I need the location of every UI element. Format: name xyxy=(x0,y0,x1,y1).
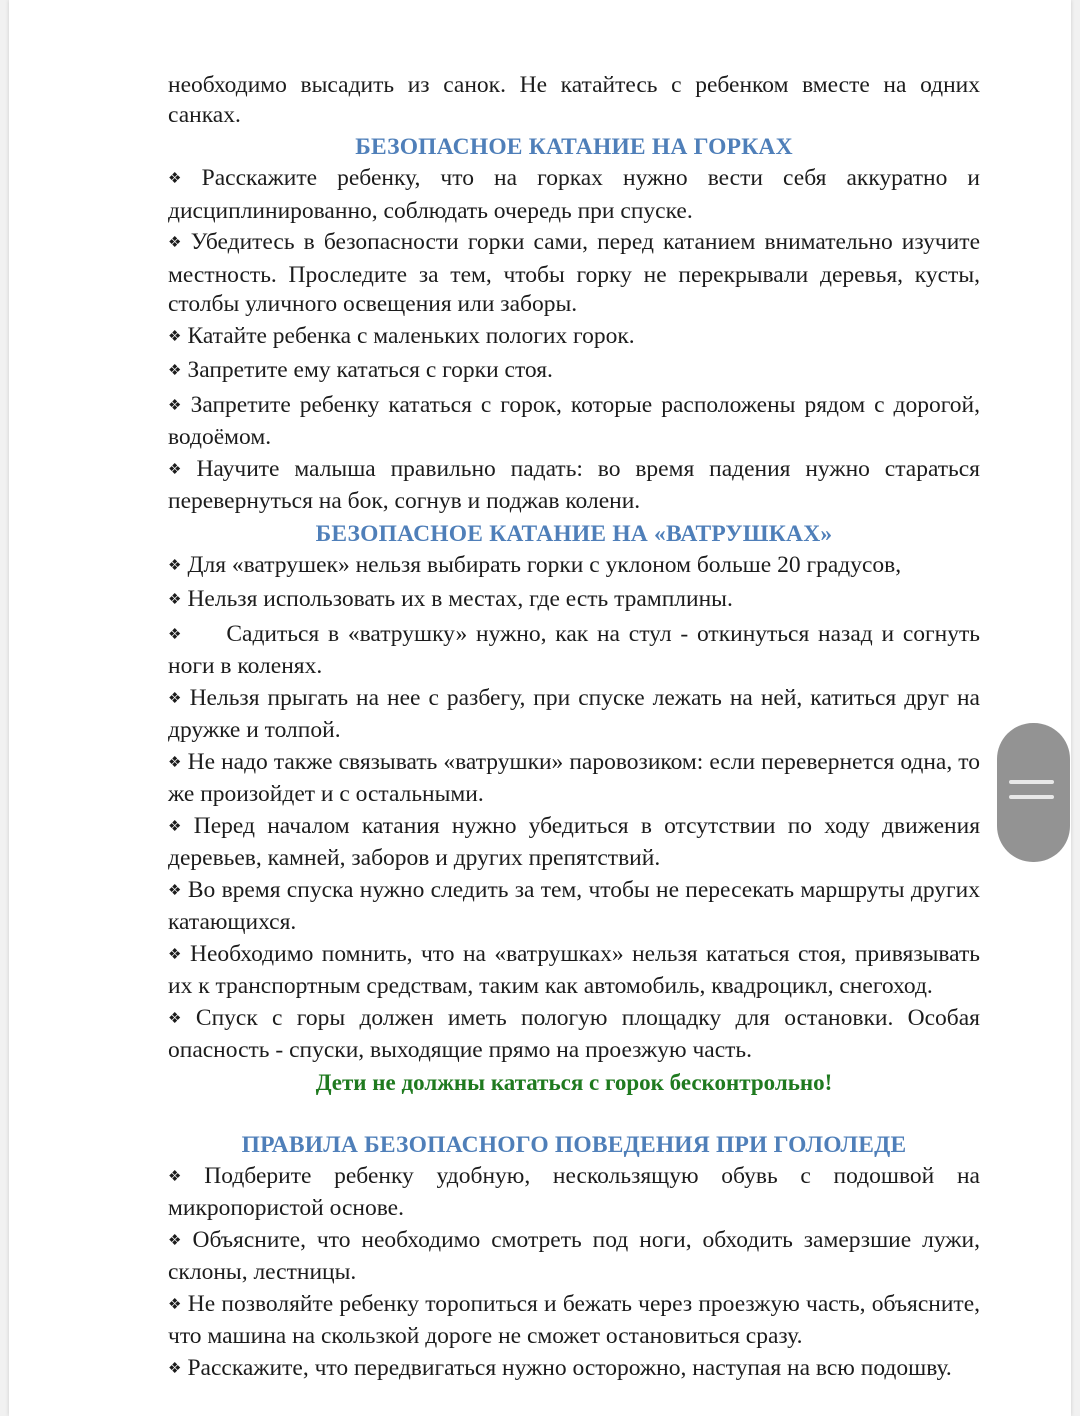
list-item: ❖ Убедитесь в безопасности горки сами, перед катанием внимательно изучите местность. Проследите за тем, чтобы горку не перекрывали деревья, кусты, столбы уличного освещения или заборы. xyxy=(168,229,981,317)
list-item: ❖ Во время спуска нужно следить за тем, чтобы не пересекать маршруты других катающихся. xyxy=(168,876,980,935)
section-heading-slides: БЕЗОПАСНОЕ КАТАНИЕ НА ГОРКАХ xyxy=(355,134,793,160)
list-item: ❖ Запретите ему кататься с горки стоя. xyxy=(168,357,553,383)
section-list-slides xyxy=(168,164,980,517)
list-item: ❖ Нельзя прыгать на нее с разбегу, при спуске лежать на ней, катиться друг на дружке и толпой. xyxy=(168,684,980,743)
bullet-icon: ❖ xyxy=(168,1360,182,1377)
bullet-icon: ❖ xyxy=(168,1168,199,1185)
fast-scroll-handle[interactable] xyxy=(997,723,1070,862)
bullet-icon: ❖ xyxy=(168,690,184,707)
section-list-ice xyxy=(168,1162,980,1387)
bullet-icon: ❖ xyxy=(168,754,182,771)
list-item: ❖ Перед началом катания нужно убедиться в отсутствии по ходу движения деревьев, камней, заборов и других препятствий. xyxy=(168,812,981,871)
list-item: ❖ Расскажите ребенку, что на горках нужно вести себя аккуратно и дисциплинированно, соблюдать очередь при спуске. xyxy=(168,165,980,224)
bullet-icon: ❖ xyxy=(168,328,182,345)
list-item: ❖ Катайте ребенка с маленьких пологих горок. xyxy=(168,322,635,349)
list-item: ❖ Для «ватрушек» нельзя выбирать горки с уклоном больше 20 градусов, xyxy=(168,551,902,578)
grip-line-icon xyxy=(1009,780,1054,784)
bullet-icon: ❖ xyxy=(168,818,188,835)
list-item: ❖ Необходимо помнить, что на «ватрушках» нельзя кататься стоя, привязывать их к транспортным средствам, таким как автомобиль, квадроцикл, снегоход. xyxy=(168,940,980,999)
list-item: ❖ Спуск с горы должен иметь пологую площадку для остановки. Особая опасность - спуски, выходящие прямо на проезжую часть. xyxy=(168,1004,980,1063)
bullet-icon: ❖ xyxy=(168,557,182,574)
list-item: ❖ Запретите ребенку кататься с горок, которые расположены рядом с дорогой, водоёмом. xyxy=(168,391,980,450)
section-list-tubes xyxy=(168,551,980,1066)
bullet-icon: ❖ xyxy=(168,626,185,643)
bullet-icon: ❖ xyxy=(168,171,196,187)
list-item: ❖ Расскажите, что передвигаться нужно осторожно, наступая на всю подошву. xyxy=(168,1354,952,1381)
list-item: ❖ Научите малыша правильно падать: во время падения нужно стараться перевернуться на бок, согнув и поджав колени. xyxy=(168,455,980,514)
bullet-icon: ❖ xyxy=(168,461,191,478)
list-item: ❖ Нельзя использовать их в местах, где есть трамплины. xyxy=(168,586,733,612)
bullet-icon: ❖ xyxy=(168,1296,182,1313)
intro-paragraph: необходимо высадить из санок. Не катайтесь с ребенком вместе на одних санках. xyxy=(168,72,980,128)
bullet-icon: ❖ xyxy=(168,1010,190,1027)
bullet-icon: ❖ xyxy=(168,363,182,379)
warning-text: Дети не должны кататься с горок бесконтрольно! xyxy=(315,1069,833,1095)
bullet-icon: ❖ xyxy=(168,946,185,963)
document-page xyxy=(9,0,1071,1416)
bullet-icon: ❖ xyxy=(168,882,182,899)
bullet-icon: ❖ xyxy=(168,397,185,414)
bullet-icon: ❖ xyxy=(168,592,182,608)
list-item: ❖ Объясните, что необходимо смотреть под ноги, обходить замерзшие лужи, склоны, лестницы. xyxy=(168,1226,980,1285)
list-item: ❖ Не надо также связывать «ватрушки» паровозиком: если перевернется одна, то же произойдет и с остальными. xyxy=(168,748,980,807)
bullet-icon: ❖ xyxy=(168,235,185,251)
list-item: ❖ Не позволяйте ребенку торопиться и бежать через проезжую часть, объясните, что машина на скользкой дороге не сможет остановиться сразу. xyxy=(168,1290,980,1349)
section-heading-tubes: БЕЗОПАСНОЕ КАТАНИЕ НА «ВАТРУШКАХ» xyxy=(315,520,833,547)
list-item: ❖ Садиться в «ватрушку» нужно, как на стул - откинуться назад и согнуть ноги в коленях. xyxy=(168,620,980,679)
document-content xyxy=(168,71,980,1388)
grip-line-icon xyxy=(1009,795,1054,799)
bullet-icon: ❖ xyxy=(168,1232,187,1249)
section-heading-ice: ПРАВИЛА БЕЗОПАСНОГО ПОВЕДЕНИЯ ПРИ ГОЛОЛЕДЕ xyxy=(241,1131,907,1158)
list-item: ❖ Подберите ребенку удобную, нескользящую обувь с подошвой на микропористой основе. xyxy=(168,1162,980,1221)
